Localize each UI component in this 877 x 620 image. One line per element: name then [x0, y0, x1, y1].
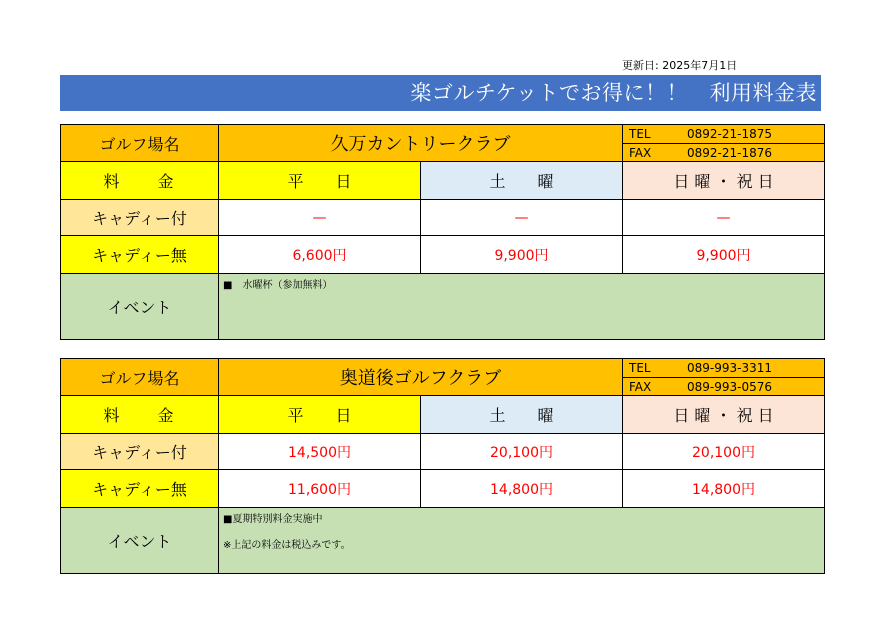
saturday-header: 土 曜 [421, 162, 623, 200]
fax-label: FAX [629, 145, 652, 160]
tel-number[interactable]: 0892-21-1875 [687, 127, 773, 141]
without-caddy-weekday: 11,600円 [219, 470, 421, 508]
tel-label: TEL [629, 361, 651, 375]
with-caddy-label: キャディー付 [61, 200, 219, 236]
course-name-label: ゴルフ場名 [61, 125, 219, 162]
holiday-header: 日 曜 ・ 祝 日 [623, 396, 825, 434]
without-caddy-holiday: 9,900円 [623, 236, 825, 274]
with-caddy-saturday: — [421, 200, 623, 236]
page-title-banner: 楽ゴルチケットでお得に！！ 利用料金表 [60, 75, 821, 111]
tel-label: TEL [629, 127, 651, 141]
event-label: イベント [61, 274, 219, 340]
tel-cell [623, 125, 825, 144]
price-table-okudogo [60, 358, 825, 574]
fax-number: 089-993-0576 [687, 379, 773, 394]
with-caddy-holiday: 20,100円 [623, 434, 825, 470]
weekday-header: 平 日 [219, 162, 421, 200]
fax-label: FAX [629, 379, 652, 394]
updated-date: 更新日: 2025年7月1日 [622, 59, 738, 72]
event-details [219, 508, 825, 574]
without-caddy-label: キャディー無 [61, 236, 219, 274]
fax-cell [623, 378, 825, 396]
fax-cell [623, 144, 825, 162]
saturday-header: 土 曜 [421, 396, 623, 434]
with-caddy-saturday: 20,100円 [421, 434, 623, 470]
without-caddy-saturday: 9,900円 [421, 236, 623, 274]
course-name: 奥道後ゴルフクラブ [219, 359, 623, 396]
event-item: ■夏期特別料金実施中 [223, 514, 323, 525]
with-caddy-holiday: — [623, 200, 825, 236]
price-table-kuma [60, 124, 825, 340]
event-details [219, 274, 825, 340]
event-item: ■ 水曜杯（参加無料） [223, 280, 333, 291]
without-caddy-holiday: 14,800円 [623, 470, 825, 508]
without-caddy-weekday: 6,600円 [219, 236, 421, 274]
course-name-label: ゴルフ場名 [61, 359, 219, 396]
with-caddy-weekday: 14,500円 [219, 434, 421, 470]
tel-cell [623, 359, 825, 378]
with-caddy-label: キャディー付 [61, 434, 219, 470]
without-caddy-label: キャディー無 [61, 470, 219, 508]
weekday-header: 平 日 [219, 396, 421, 434]
holiday-header: 日 曜 ・ 祝 日 [623, 162, 825, 200]
fee-label: 料 金 [61, 396, 219, 434]
with-caddy-weekday: — [219, 200, 421, 236]
tax-note: ※上記の料金は税込みです。 [223, 540, 351, 551]
course-name: 久万カントリークラブ [219, 125, 623, 162]
fax-number: 0892-21-1876 [687, 145, 773, 160]
without-caddy-saturday: 14,800円 [421, 470, 623, 508]
tel-number[interactable]: 089-993-3311 [687, 361, 773, 375]
fee-label: 料 金 [61, 162, 219, 200]
event-label: イベント [61, 508, 219, 574]
